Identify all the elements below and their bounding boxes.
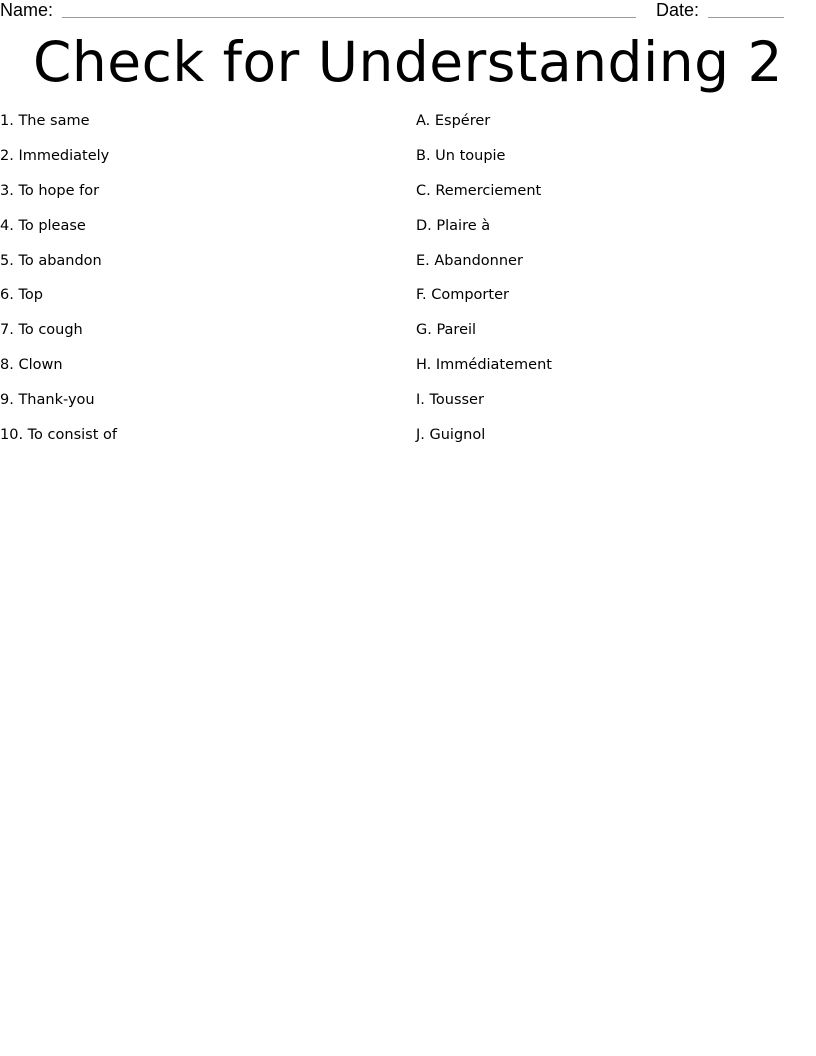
name-blank-line xyxy=(62,17,636,18)
worksheet-header xyxy=(0,0,816,22)
answer-item: C. Remerciement xyxy=(416,182,542,199)
answer-item: E. Abandonner xyxy=(416,252,523,269)
answer-item: J. Guignol xyxy=(416,427,486,444)
question-item: 5. To abandon xyxy=(0,252,102,269)
answer-item: A. Espérer xyxy=(416,113,491,129)
question-item: 4. To please xyxy=(0,217,86,234)
answers-column xyxy=(416,111,796,460)
question-item: 3. To hope for xyxy=(0,182,100,199)
questions-column xyxy=(0,111,400,460)
question-item: 8. Clown xyxy=(0,357,63,374)
answer-item: G. Pareil xyxy=(416,322,477,339)
date-blank-line xyxy=(708,17,784,18)
name-label: Name: xyxy=(0,0,54,20)
question-item: 1. The same xyxy=(0,113,90,129)
answer-item: I. Tousser xyxy=(416,392,484,409)
question-item: 7. To cough xyxy=(0,322,83,339)
answer-item: D. Plaire à xyxy=(416,217,491,234)
question-item: 10. To consist of xyxy=(0,427,117,444)
answer-item: B. Un toupie xyxy=(416,147,506,164)
date-label: Date: xyxy=(656,0,700,20)
question-item: 2. Immediately xyxy=(0,147,110,164)
answer-item: H. Immédiatement xyxy=(416,357,552,374)
question-item: 6. Top xyxy=(0,287,43,304)
worksheet-title: Check for Understanding 2 xyxy=(33,30,783,94)
answer-item: F. Comporter xyxy=(416,287,509,304)
question-item: 9. Thank-you xyxy=(0,392,95,409)
